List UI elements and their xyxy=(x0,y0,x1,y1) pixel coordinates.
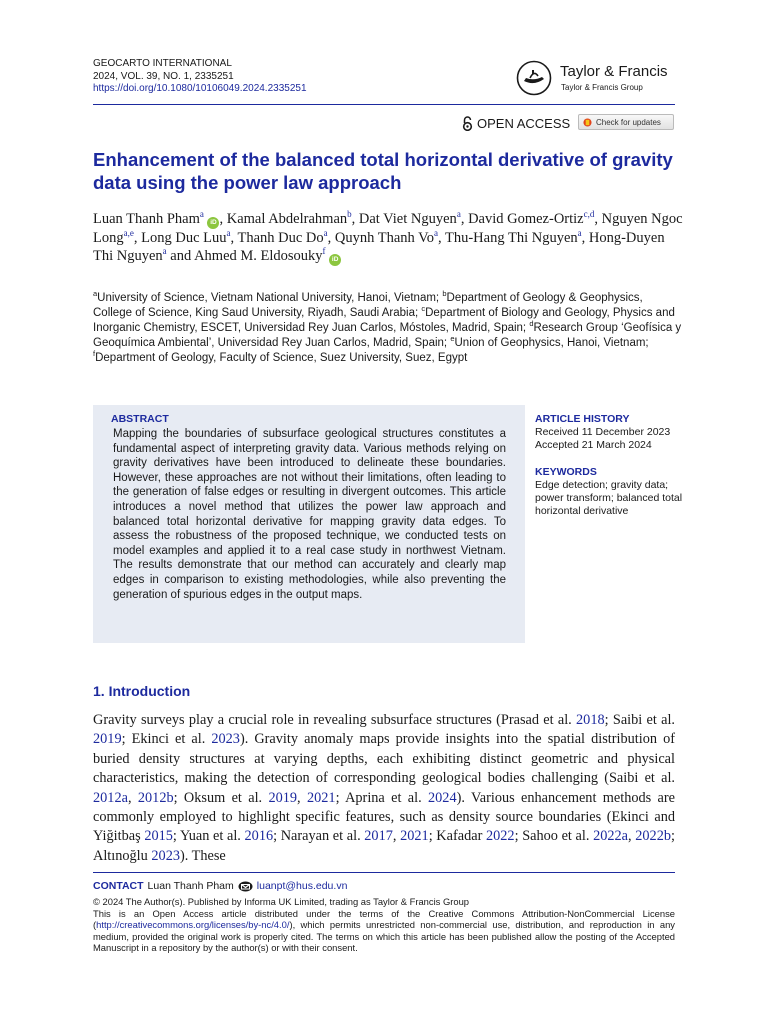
affiliation-key: b xyxy=(442,289,447,299)
citation-link[interactable]: 2021 xyxy=(306,789,336,806)
author-name: Hong-Duyen Thi Nguyen xyxy=(93,230,665,264)
abstract-box xyxy=(93,405,525,643)
citation-link[interactable]: 2015 xyxy=(144,828,173,845)
affiliation-key: e xyxy=(450,334,455,344)
author-name: Ahmed M. Eldosouky xyxy=(194,248,323,264)
introduction-heading: 1. Introduction xyxy=(93,683,191,699)
author-name: Nguyen Ngoc Long xyxy=(93,211,683,246)
intro-text: Gravity surveys play a crucial role in revealing subsurface structures (Prasad et al. xyxy=(93,712,577,728)
article-history-heading: ARTICLE HISTORY xyxy=(535,413,630,425)
intro-text: , xyxy=(392,828,401,845)
accepted-date: Accepted 21 March 2024 xyxy=(535,439,652,451)
citation-link[interactable]: 2018 xyxy=(576,712,605,728)
author-affiliation-mark: b xyxy=(347,209,352,220)
author-name: Thu-Hang Thi Nguyen xyxy=(445,230,578,246)
orcid-icon[interactable]: iD xyxy=(329,254,341,266)
author-affiliation-mark: a xyxy=(577,228,582,239)
intro-text: ; Altınoğlu xyxy=(93,828,675,864)
journal-name: GEOCARTO INTERNATIONAL xyxy=(93,58,232,69)
license-url-link[interactable]: http://creativecommons.org/licenses/by-nc/4.0/ xyxy=(96,919,290,931)
intro-text: , xyxy=(297,789,307,806)
affiliations xyxy=(93,291,683,366)
contact-email-link[interactable]: luanpt@hus.edu.vn xyxy=(256,880,348,892)
citation-link[interactable]: 2016 xyxy=(244,828,274,845)
affiliation-text: Department of Biology and Geology, Physics and Inorganic Chemistry, ESCET, Universidad Rey Juan Carlos, Móstoles, Madrid, Spain; xyxy=(93,307,675,334)
open-access-label: OPEN ACCESS xyxy=(477,116,571,131)
citation-link[interactable]: 2022a xyxy=(593,828,629,845)
article-title: Enhancement of the balanced total horizontal derivative of gravity data using the power law approach xyxy=(93,149,673,193)
open-lock-icon xyxy=(462,116,473,131)
citation-link[interactable]: 2012a xyxy=(93,789,128,806)
affiliation-key: c xyxy=(421,304,426,314)
citation-link[interactable]: 2024 xyxy=(428,789,457,806)
keywords xyxy=(535,466,695,518)
publisher-group: Taylor & Francis Group xyxy=(561,83,643,92)
citation-link[interactable]: 2012b xyxy=(137,789,174,806)
author-name: Dat Viet Nguyen xyxy=(358,211,457,227)
doi-link[interactable]: https://doi.org/10.1080/10106049.2024.2335251 xyxy=(93,83,307,94)
affiliation-text: Department of Geology, Faculty of Science, Suez University, Suez, Egypt xyxy=(95,352,468,364)
intro-text: ). Various enhancement methods are commonly employed to highlight specific features, such as density source boundaries (Ekinci and Yiğitbaş xyxy=(93,789,676,845)
email-icon xyxy=(238,881,253,892)
author-affiliation-mark: f xyxy=(322,246,326,257)
contact-name: Luan Thanh Pham xyxy=(147,880,234,892)
contact-label: CONTACT xyxy=(93,880,144,892)
authors-and: and xyxy=(170,248,192,264)
author-list: Luan Thanh Pham$^a$ iD , Kamal Abdelrahman$^b$, Dat Viet Nguyen$^a$, David Gomez-Ortiz$^{c,d}$, Nguyen Ngoc Long$^{a,e}$, Long Duc Luu$^a$, Thanh Duc Do$^a$, Quynh Thanh Vo$^a$, Thu-Hang Thi Nguyen$^a$, Hong-Duyen Thi Nguyen$^a$ and Ahmed M. Eldosouky$^f$ iD xyxy=(93,209,683,264)
contact-line xyxy=(93,880,347,892)
intro-text: ; Sahoo et al. xyxy=(514,828,594,845)
intro-text: ; Oksum et al. xyxy=(173,789,269,806)
author-affiliation-mark: a xyxy=(199,209,204,220)
intro-text: ; Kafadar xyxy=(428,828,486,845)
intro-text: ; Ekinci et al. xyxy=(121,731,212,748)
intro-text: ). These xyxy=(179,847,226,864)
citation-link[interactable]: 2019 xyxy=(93,731,122,748)
footer-rule xyxy=(93,872,675,873)
intro-text: , xyxy=(127,789,138,806)
author-affiliation-mark: a xyxy=(434,228,438,239)
citation-link[interactable]: 2019 xyxy=(268,789,298,806)
author-name: Luan Thanh Pham xyxy=(93,211,200,227)
publisher-logo xyxy=(516,60,686,98)
author-affiliation-mark: a xyxy=(162,246,167,257)
intro-text: ; Yuan et al. xyxy=(172,828,245,845)
publisher-lamp-icon xyxy=(516,60,552,96)
license-text xyxy=(93,908,675,954)
author-name: David Gomez-Ortiz xyxy=(468,211,584,227)
author-affiliation-mark: a,e xyxy=(123,228,134,239)
affiliation-key: f xyxy=(93,349,96,359)
header-rule xyxy=(93,104,675,105)
orcid-icon[interactable]: iD xyxy=(207,217,219,229)
intro-text: ; Narayan et al. xyxy=(273,828,365,845)
license-text-after: ), which permits unrestricted non-commercial use, distribution, and reproduction in any medium, provided the original work is properly cited. The terms on which this article has been published allow the posting of the Accepted Manuscript in a repository by the author(s) or with their consent. xyxy=(93,919,675,954)
author-affiliation-mark: c,d xyxy=(583,209,595,220)
license-block xyxy=(93,896,675,954)
journal-info xyxy=(93,58,307,96)
received-date: Received 11 December 2023 xyxy=(535,426,671,438)
affiliation-text: Department of Geology & Geophysics, College of Science, King Saud University, Riyadh, Saudi Arabia; xyxy=(93,292,643,319)
intro-text: ; Aprina et al. xyxy=(335,789,428,806)
check-updates-button[interactable] xyxy=(578,114,674,130)
citation-link[interactable]: 2017 xyxy=(364,828,393,845)
author-affiliation-mark: a xyxy=(323,228,328,239)
citation-link[interactable]: 2022b xyxy=(635,828,671,845)
abstract-heading: ABSTRACT xyxy=(111,413,169,425)
keywords-heading: KEYWORDS xyxy=(535,466,597,478)
article-history xyxy=(535,413,695,452)
publisher-name: Taylor & Francis xyxy=(560,63,668,80)
affiliation-text: University of Science, Vietnam National University, Hanoi, Vietnam; xyxy=(97,292,440,304)
citation-link[interactable]: 2022 xyxy=(485,828,515,845)
citation-link[interactable]: 2023 xyxy=(151,847,180,864)
update-icon xyxy=(583,118,592,127)
author-affiliation-mark: a xyxy=(456,209,461,220)
license-text-before: This is an Open Access article distributed under the terms of the Creative Commons Attribution-NonCommercial License ( xyxy=(93,907,675,931)
affiliation-key: a xyxy=(93,289,98,299)
author-name: Long Duc Luu xyxy=(141,230,227,246)
intro-text: , xyxy=(628,828,636,845)
author-name: Thanh Duc Do xyxy=(237,230,324,246)
intro-text: ; Saibi et al. xyxy=(604,712,675,728)
author-name: Quynh Thanh Vo xyxy=(334,230,434,246)
keywords-text: Edge detection; gravity data; power transform; balanced total horizontal derivative xyxy=(535,479,683,517)
check-updates-label: Check for updates xyxy=(596,117,661,127)
citation-link[interactable]: 2023 xyxy=(211,731,240,748)
abstract-text: Mapping the boundaries of subsurface geological structures constitutes a fundamental aspect of interpreting gravity data. Various methods relying on gravity derivatives have been introduced to delineate these boundaries. However, these approaches are not without their limitations, often leading to the generation of false edges or resulting in divergent outcomes. This article introduces a novel method that utilizes the power law approach and balanced total horizontal derivative for mapping gravity data edges. To assess the robustness of the proposed technique, we conducted tests on model examples and applied it to a real case study in northwest Vietnam. The results demonstrate that our method can accurately and clearly map edges in comparison to existing methodologies, while also preventing the generation of spurious edges in the output maps. xyxy=(113,428,506,601)
author-affiliation-mark: a xyxy=(226,228,231,239)
copyright-line: © 2024 The Author(s). Published by Informa UK Limited, trading as Taylor & Francis Group xyxy=(93,896,470,907)
open-access-badge xyxy=(462,116,570,131)
citation-link[interactable]: 2021 xyxy=(400,828,429,845)
affiliation-text: Union of Geophysics, Hanoi, Vietnam; xyxy=(454,337,649,349)
author-name: Kamal Abdelrahman xyxy=(226,211,348,227)
affiliation-text: Research Group ‘Geofísica y Geoquímica Ambiental’, Universidad Rey Juan Carlos, Madrid, Spain; xyxy=(93,322,682,349)
affiliation-key: d xyxy=(529,319,534,329)
journal-issue: 2024, VOL. 39, NO. 1, 2335251 xyxy=(93,70,234,82)
intro-text: ). Gravity anomaly maps provide insights into the spatial distribution of buried density structures at varying depths, each exhibiting distinct geometric and physical characteristics, making the detection of corresponding geological bodies challenging (Saibi et al. xyxy=(93,731,675,787)
introduction-paragraph xyxy=(93,711,675,866)
